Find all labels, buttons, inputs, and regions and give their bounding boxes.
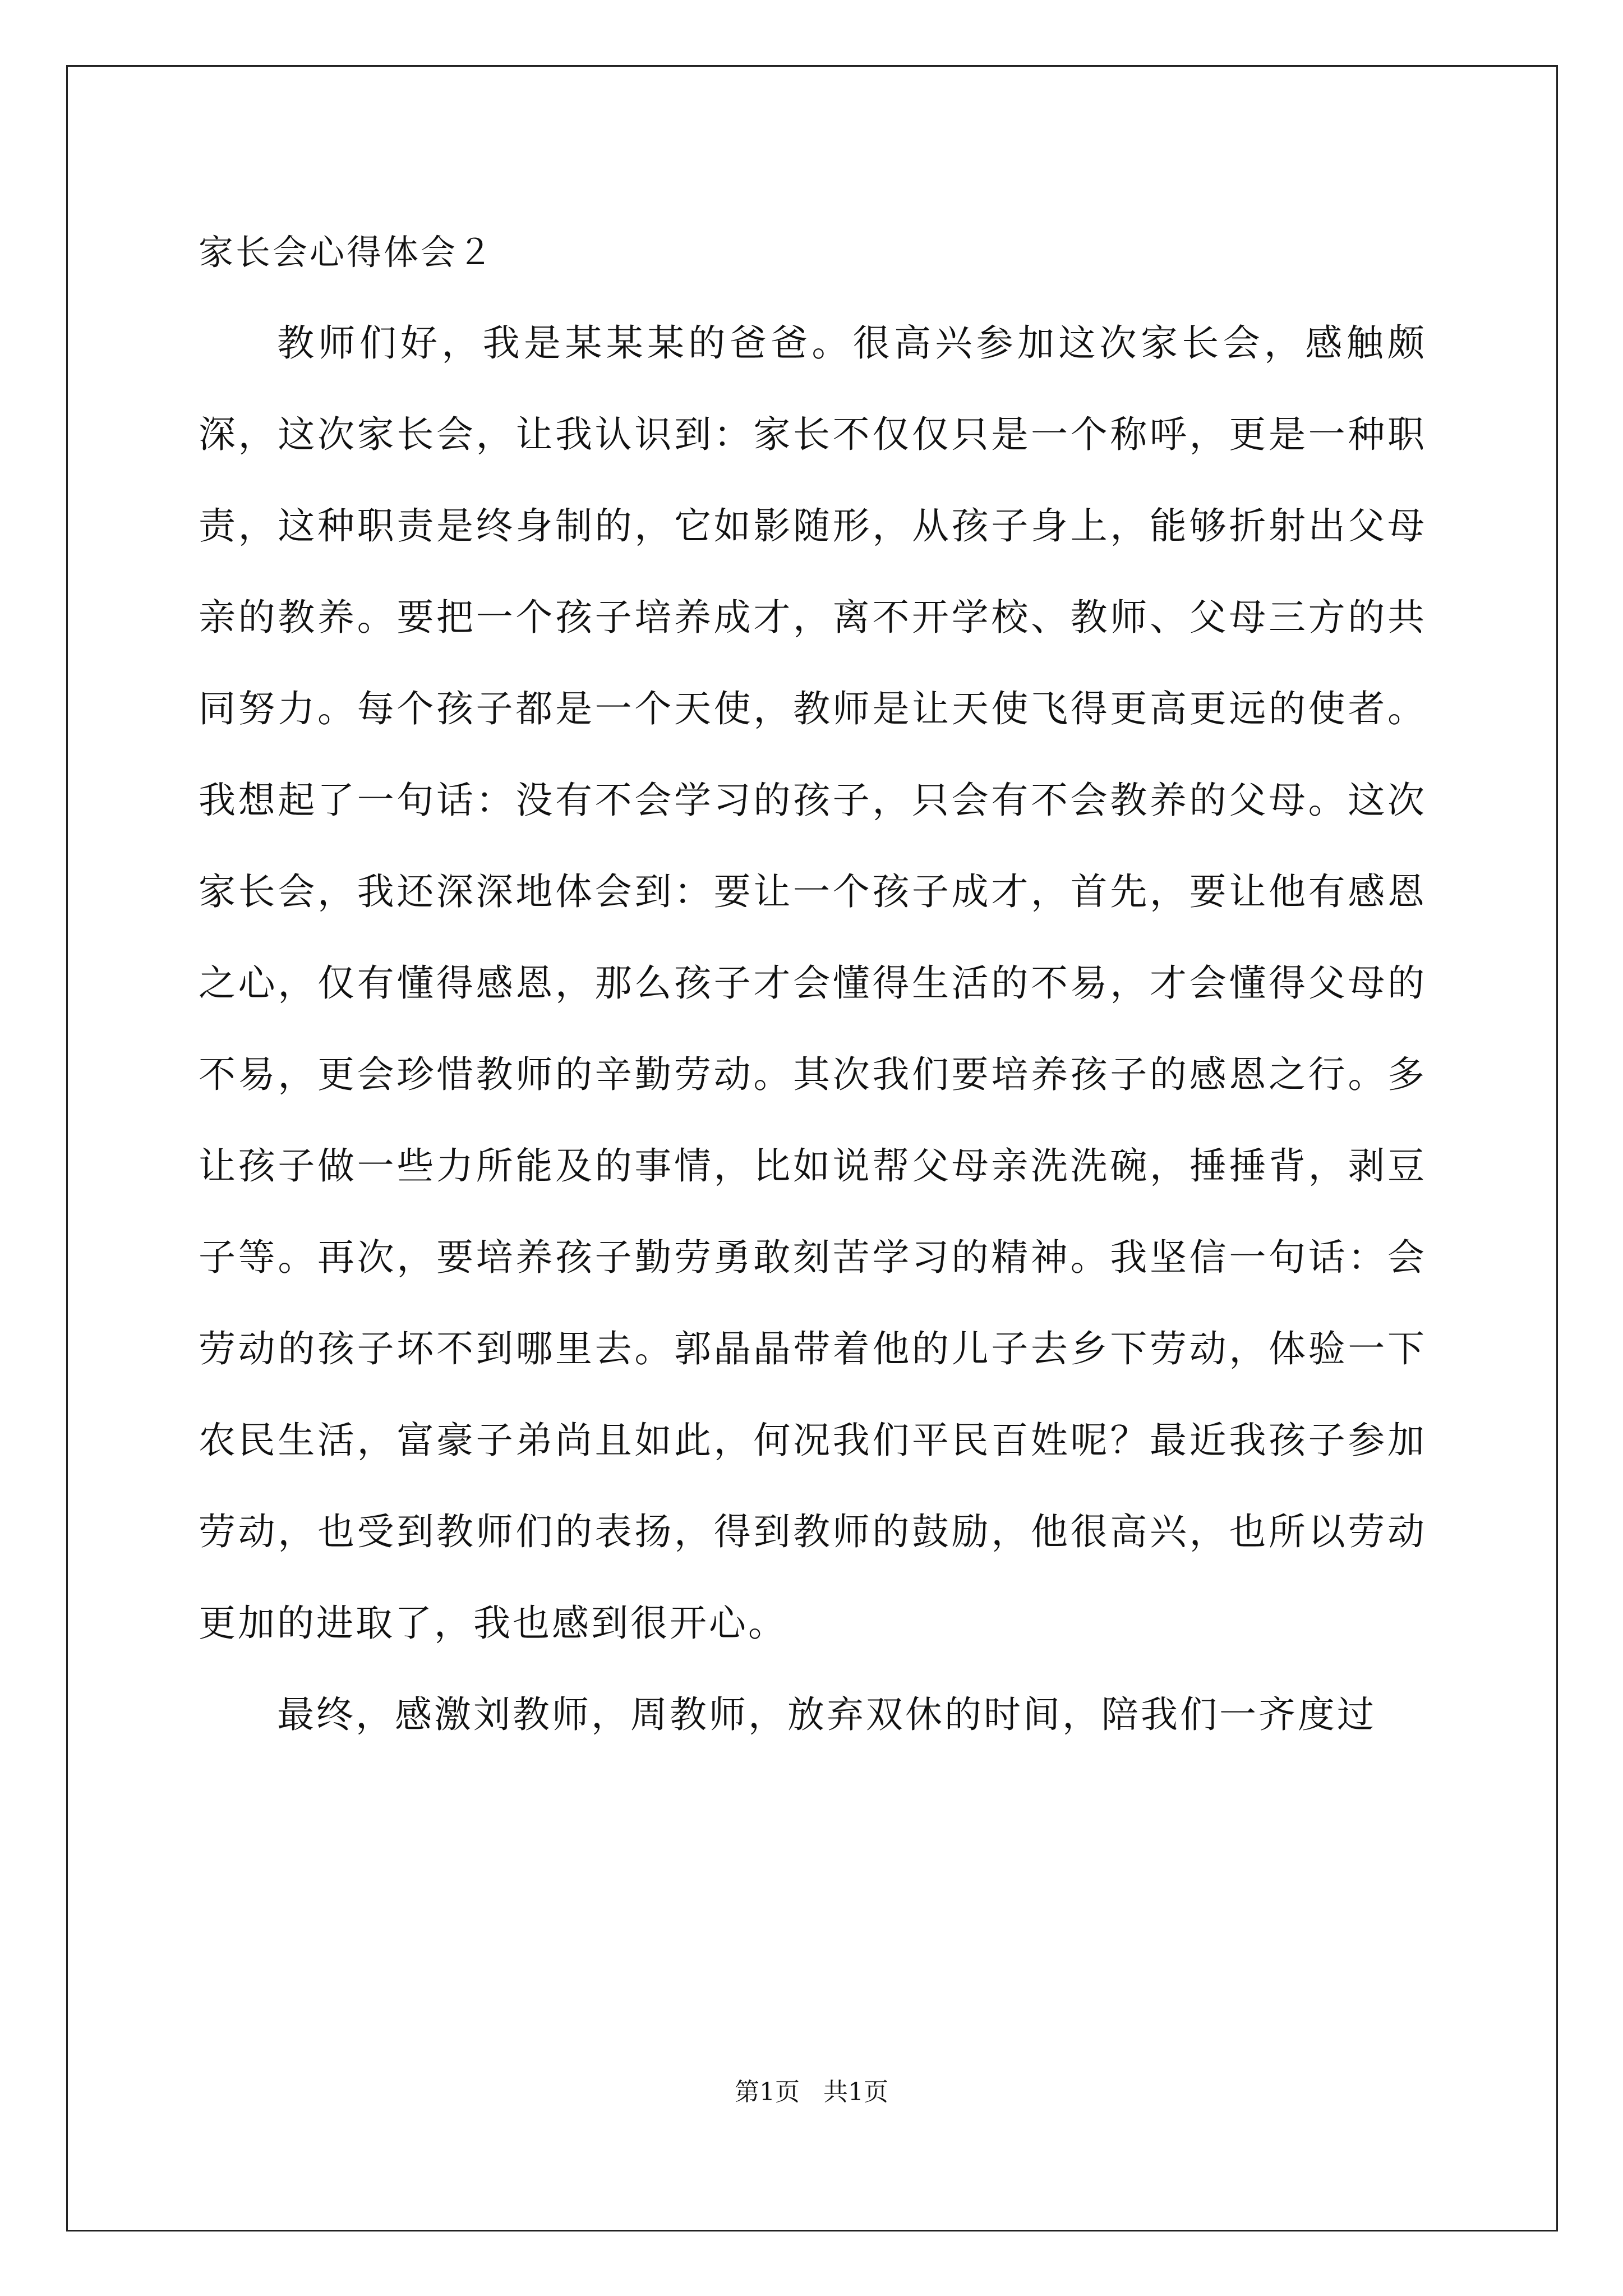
paragraph: 最终，感激刘教师，周教师，放弃双休的时间，陪我们一齐度过 — [277, 1693, 1376, 1736]
document-body — [199, 297, 1427, 1760]
page-footer: 第1页 共1页 — [735, 2078, 888, 2106]
document-title: 家长会心得体会２ — [199, 232, 495, 273]
paragraph: 教师们好，我是某某某的爸爸。很高兴参加这次家长会，感触颇深，这次家长会，让我认识到：家长不仅仅只是一个称呼，更是一种职责，这种职责是终身制的，它如影随形，从孩子身上，能够折射出父母亲的教养。要把一个孩子培养成才，离不开学校、教师、父母三方的共同努力。每个孩子都是一个天使，教师是让天使飞得更高更远的使者。我想起了一句话：没有不会学习的孩子，只会有不会教养的父母。这次家长会，我还深深地体会到：要让一个孩子成才，首先，要让他有感恩之心，仅有懂得感恩，那么孩子才会懂得生活的不易，才会懂得父母的不易，更会珍惜教师的辛勤劳动。其次我们要培养孩子的感恩之行。多让孩子做一些力所能及的事情，比如说帮父母亲洗洗碗，捶捶背，剥豆子等。再次，要培养孩子勤劳勇敢刻苦学习的精神。我坚信一句话：会劳动的孩子坏不到哪里去。郭晶晶带着他的儿子去乡下劳动，体验一下农民生活，富豪子弟尚且如此，何况我们平民百姓呢？最近我孩子参加劳动，也受到教师们的表扬，得到教师的鼓励，他很高兴，也所以劳动更加的进取了，我也感到很开心。 — [199, 321, 1427, 1645]
